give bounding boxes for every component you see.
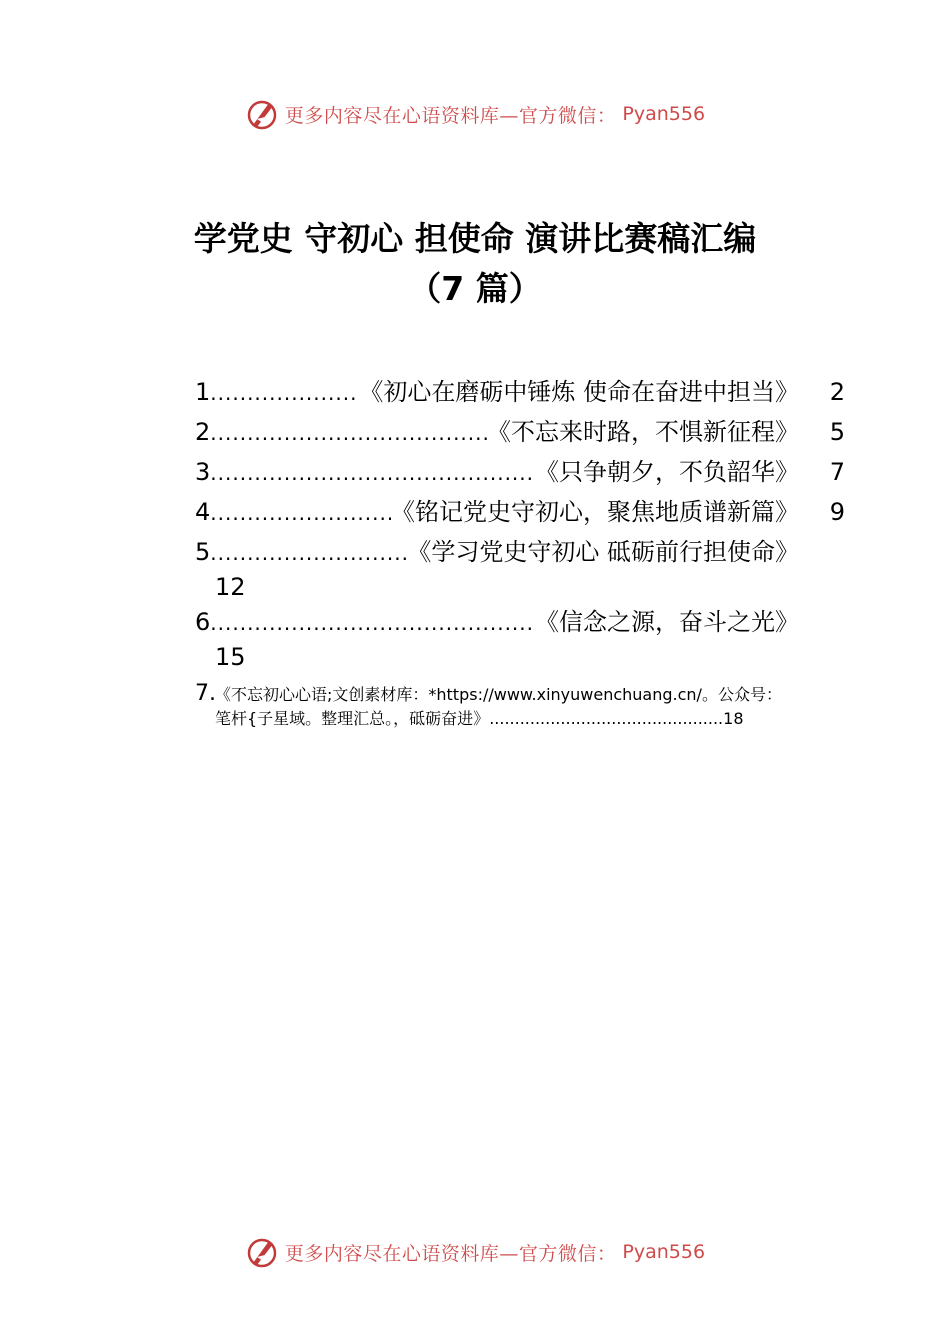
toc-leader-dots bbox=[210, 533, 407, 573]
toc-entry-title: 《信念之源，奋斗之光》 bbox=[535, 608, 799, 636]
toc-entry-number: 5 bbox=[195, 538, 211, 566]
toc-entry-title: 《只争朝夕，不负韶华》 bbox=[535, 458, 799, 486]
document-title bbox=[0, 214, 950, 314]
quill-logo-icon bbox=[245, 1235, 279, 1269]
toc-entry-1[interactable] bbox=[195, 372, 845, 412]
toc-leader-dots bbox=[210, 493, 391, 533]
toc-entry-page: 2 bbox=[829, 378, 845, 406]
toc-entry-number: 1 bbox=[195, 378, 211, 406]
toc-entry-title: 《初心在磨砺中锤炼 使命在奋进中担当》 bbox=[359, 378, 799, 406]
footer-banner bbox=[0, 1232, 950, 1272]
banner-wechat-id: Pyan556 bbox=[622, 1241, 706, 1263]
toc-leader-dots bbox=[210, 413, 487, 453]
toc-entry-page: 12 bbox=[215, 573, 246, 601]
banner-text: 更多内容尽在心语资料库—官方微信： bbox=[284, 1242, 617, 1265]
quill-logo-icon bbox=[245, 97, 279, 131]
title-line-1: 学党史 守初心 担使命 演讲比赛稿汇编 bbox=[193, 219, 757, 258]
title-line-2: （7 篇） bbox=[408, 269, 542, 308]
toc-leader-dots bbox=[210, 453, 535, 493]
toc-entry-page: 9 bbox=[829, 498, 845, 526]
toc-leader-dots bbox=[210, 603, 535, 643]
toc-entry-page: 5 bbox=[829, 418, 845, 446]
toc-entry-3[interactable] bbox=[195, 452, 845, 492]
toc-entry-number: 2 bbox=[195, 418, 211, 446]
banner-text: 更多内容尽在心语资料库—官方微信： bbox=[284, 104, 617, 127]
toc-entry-6[interactable] bbox=[195, 602, 845, 642]
table-of-contents bbox=[195, 372, 845, 731]
toc-leader-dots bbox=[210, 373, 359, 413]
toc-entry-title: 《学习党史守初心 砥砺前行担使命》 bbox=[407, 538, 799, 566]
toc-entry-page: 18 bbox=[723, 709, 744, 728]
header-banner bbox=[0, 94, 950, 134]
toc-entry-5[interactable] bbox=[195, 532, 845, 572]
toc-entry-number: 4 bbox=[195, 498, 211, 526]
toc-entry-title-line-2: 笔杆{子星域。整理汇总。，砥砺奋进》 bbox=[215, 709, 490, 728]
toc-leader-dots: .............................................. bbox=[489, 709, 724, 728]
toc-entry-title: 《铭记党史守初心，聚焦地质谱新篇》 bbox=[391, 498, 799, 526]
banner-wechat-id: Pyan556 bbox=[622, 103, 706, 125]
toc-entry-4[interactable] bbox=[195, 492, 845, 532]
toc-entry-title-line-1: 《不忘初心心语;文创素材库：*https://www.xinyuwenchuang.cn/。公众号： bbox=[215, 685, 782, 704]
toc-entry-number: 3 bbox=[195, 458, 211, 486]
toc-entry-page: 15 bbox=[215, 643, 246, 671]
toc-entry-7[interactable] bbox=[195, 682, 845, 731]
toc-entry-number: 7. bbox=[195, 681, 216, 706]
toc-entry-page: 7 bbox=[829, 458, 845, 486]
toc-entry-2[interactable] bbox=[195, 412, 845, 452]
toc-entry-title: 《不忘来时路，不惧新征程》 bbox=[487, 418, 799, 446]
toc-entry-number: 6 bbox=[195, 608, 211, 636]
